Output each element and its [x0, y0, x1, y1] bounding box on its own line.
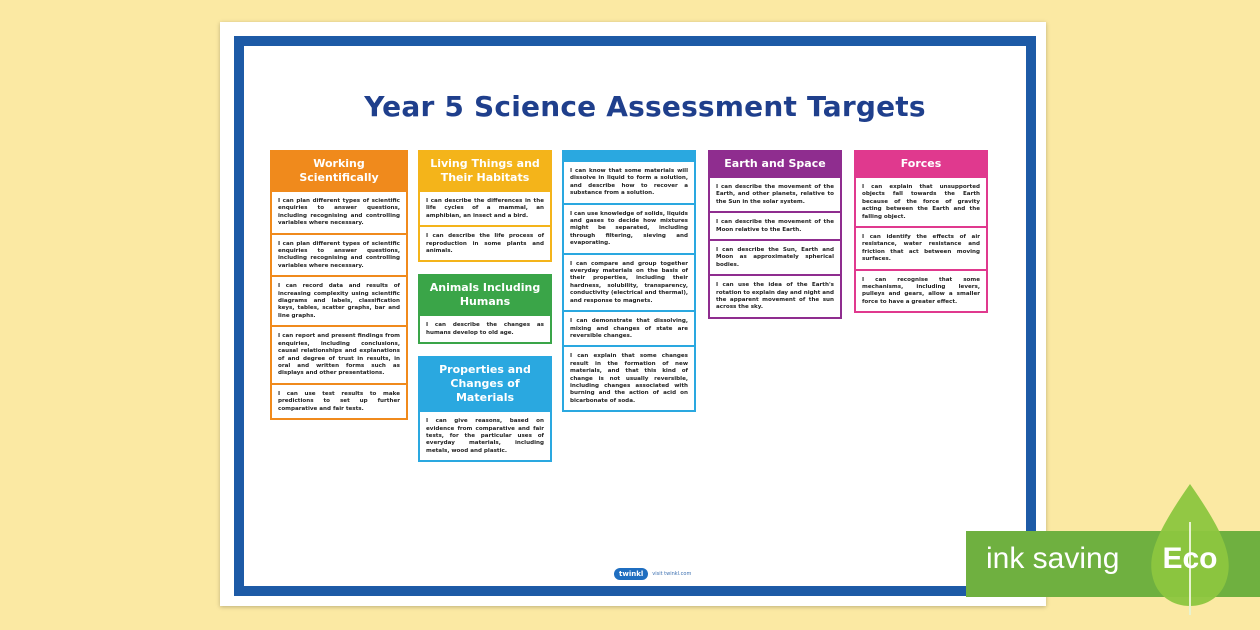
- living-things-header: Living Things and Their Habitats: [420, 152, 550, 190]
- forces-header: Forces: [856, 152, 986, 176]
- eco-badge-label: Eco: [1162, 542, 1218, 575]
- target-item: I can demonstrate that dissolving, mixing and changes of state are reversible changes.: [564, 310, 694, 345]
- eco-banner-text: ink saving: [986, 542, 1120, 575]
- target-item: I can know that some materials will dissolve in liquid to form a solution, and describe how to recover a substance from a solution.: [564, 160, 694, 203]
- poster-frame: [234, 36, 1036, 596]
- column-earth-and-space: [708, 150, 842, 331]
- working-scientifically-box: [270, 150, 408, 420]
- target-item: I can plan different types of scientific enquiries to answer questions, including recognising and controlling variables where necessary.: [272, 190, 406, 233]
- poster-sheet: [220, 22, 1046, 606]
- target-item: I can report and present findings from enquiries, including conclusions, causal relationships and explanations of and degree of trust in results, in oral and written forms such as displays and other presentations.: [272, 325, 406, 382]
- target-item: I can record data and results of increasing complexity using scientific diagrams and labels, classification keys, tables, scatter graphs, bar and line graphs.: [272, 275, 406, 325]
- living-things-box: [418, 150, 552, 262]
- target-item: I can compare and group together everyday materials on the basis of their properties, including their hardness, solubility, transparency, conductivity (electrical and thermal), and response to magnets.: [564, 253, 694, 310]
- earth-and-space-box: [708, 150, 842, 319]
- target-item: I can describe the life process of reproduction in some plants and animals.: [420, 225, 550, 260]
- properties-materials-box: [418, 356, 552, 462]
- twinkl-footer: [614, 568, 691, 580]
- target-item: I can identify the effects of air resistance, water resistance and friction that act between moving surfaces.: [856, 226, 986, 269]
- animals-including-humans-header: Animals Including Humans: [420, 276, 550, 314]
- page-title: Year 5 Science Assessment Targets: [364, 90, 926, 123]
- target-item: I can describe the differences in the life cycles of a mammal, an amphibian, an insect and a bird.: [420, 190, 550, 225]
- materials-continued-header: [564, 152, 694, 160]
- twinkl-logo: twinkl: [614, 568, 648, 580]
- animals-including-humans-box: [418, 274, 552, 344]
- target-item: I can explain that some changes result in the formation of new materials, and that this kind of change is not usually reversible, including changes associated with burning and the action of acid on bicarbonate of soda.: [564, 345, 694, 410]
- target-item: I can plan different types of scientific enquiries to answer questions, including recognising and controlling variables where necessary.: [272, 233, 406, 276]
- column-materials-continued: [562, 150, 696, 424]
- column-living-animals-properties: [418, 150, 552, 474]
- working-scientifically-header: Working Scientifically: [272, 152, 406, 190]
- earth-and-space-header: Earth and Space: [710, 152, 840, 176]
- twinkl-url: visit twinkl.com: [652, 571, 692, 577]
- target-item: I can recognise that some mechanisms, including levers, pulleys and gears, allow a smaller force to have a greater effect.: [856, 269, 986, 312]
- target-item: I can describe the movement of the Earth, and other planets, relative to the Sun in the solar system.: [710, 176, 840, 211]
- column-forces: [854, 150, 988, 325]
- target-item: I can give reasons, based on evidence from comparative and fair tests, for the particular uses of everyday materials, including metals, wood and plastic.: [420, 410, 550, 460]
- target-item: I can use knowledge of solids, liquids and gases to decide how mixtures might be separated, including through filtering, sieving and evaporating.: [564, 203, 694, 253]
- target-item: I can use the idea of the Earth's rotation to explain day and night and the apparent movement of the sun across the sky.: [710, 274, 840, 317]
- target-item: I can use test results to make predictions to set up further comparative and fair tests.: [272, 383, 406, 418]
- target-item: I can describe the Sun, Earth and Moon as approximately spherical bodies.: [710, 239, 840, 274]
- properties-materials-header: Properties and Changes of Materials: [420, 358, 550, 410]
- materials-continued-box: [562, 150, 696, 412]
- target-item: I can describe the changes as humans develop to old age.: [420, 314, 550, 342]
- target-item: I can describe the movement of the Moon relative to the Earth.: [710, 211, 840, 239]
- target-item: I can explain that unsupported objects fall towards the Earth because of the force of gravity acting between the Earth and the falling object.: [856, 176, 986, 226]
- forces-box: [854, 150, 988, 313]
- column-working-scientifically: [270, 150, 408, 432]
